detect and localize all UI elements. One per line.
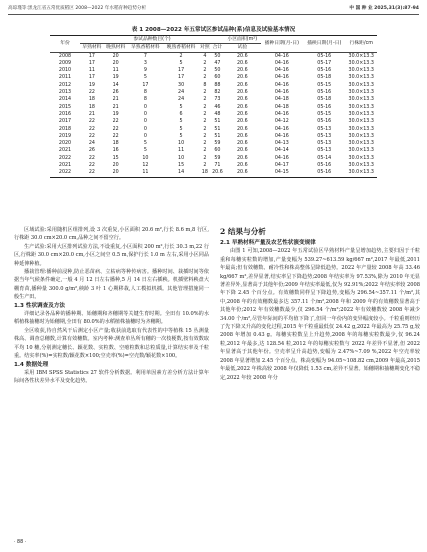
- table-cell: 2015: [58, 104, 72, 110]
- table-cell: 2013: [58, 90, 72, 96]
- table-cell: 18: [88, 97, 95, 103]
- table-cell: 22: [88, 155, 95, 161]
- table-cell: 22: [80, 169, 104, 177]
- table-cell: 04-16: [274, 155, 289, 161]
- table-cell: 05-16: [317, 104, 332, 110]
- table-cell: 46: [214, 104, 221, 110]
- header-left: 高琼瑾等:黑龙江省五常优质稻区 2008—2022 年水稻育种趋势分析: [8, 6, 147, 11]
- table-cell: 2014: [58, 97, 72, 103]
- table-cell: 2012: [58, 82, 72, 88]
- table-cell: 2019: [58, 133, 72, 139]
- page-number: · 88 ·: [14, 540, 27, 545]
- table-cell: 8: [203, 82, 207, 88]
- table-cell: 20.6: [236, 104, 248, 110]
- table-cell: 20: [112, 60, 119, 66]
- table-cell: 05-18: [317, 97, 332, 103]
- table-cell: 04-13: [274, 141, 289, 147]
- right-column: [220, 226, 420, 382]
- table-row: [50, 67, 377, 74]
- table-cell: 22: [88, 119, 95, 125]
- table-cell: 2: [203, 148, 207, 154]
- table-cell: 17: [88, 75, 95, 81]
- sub-total: 合计: [212, 45, 223, 51]
- table-cell: 04-18: [274, 97, 289, 103]
- col-transplant: 插秧日期(月-日): [303, 36, 345, 53]
- table-cell: 3: [143, 60, 147, 66]
- paragraph: 由图 1 可知,2008—2022 年五常试验区早熟材料产量呈增加趋势,主要归因于千粒重和每穗实粒数的增加,产量变幅为 539.27~613.59 kg/667 m²,2017 年最低,2011 年最高;但有效穗数、耐冷性和株高整体呈降低趋势。2022 年产量较 2008 年高 33.46 kg/667 m²,差异显著,结实率呈下降趋势;2008 年结实率为 97.53%,除为 2010 年无显著差异外,显著高于其他年份;2009 年结实率最低,仅为 92.91%;2022 年结实率较 2008 年下降 2.45 个百分点。有效穗数同样呈下降趋势,变幅为 296.54~357.11 个/m²,其中,2008 年的有效穗数最多达 357.11 个/m²,2008 年和 2009 年的有效穗数显著高于其他年份;2012 年有效穗数最少,仅 296.54 个/m²;2022 年有效穗数较 2008 年减少 34.00 个/m²,尽管年际间的平均值下降了,但同一年份内的变异幅度较小。千粒重则经历了先下降又升高的变化过程,2015 年千粒重最低仅 24.42 g,2022 年最高为 25.75 g,较 2008 年增加 0.43 g。每穗实粒数呈上升趋势,2008 年的每穗实粒数最少,仅 96.24 粒,2012 年最多,达 128.54 粒,2012 年的每穗实粒数与 2022 年差异不显著,但 2022 年显著高于其他年份。空壳率呈升高趋势,变幅为 2.47%~7.09 %,2022 年空壳率较 2008 年显著增加 2.45 个百分点。株高变幅为 94.05~108.82 cm,2009 年最高,2015 年最低,2022 年株高较 2008 年仅降低 1.53 cm,差异不显著。始穗期和抽穗期变化不稳定,2022 年较 2008 年分: [220, 248, 420, 381]
- table-cell: 24: [178, 90, 185, 96]
- table-cell: 30.0×13.3: [348, 111, 374, 117]
- table-row: [50, 118, 377, 125]
- col-year: 年份: [50, 36, 80, 53]
- section-heading: 1.4 数据处理: [14, 361, 49, 368]
- table-cell: 2: [203, 90, 207, 96]
- table-cell: 73: [214, 97, 221, 103]
- table-cell: 0: [143, 111, 147, 117]
- table-row: [50, 111, 377, 118]
- table-cell: 20.6: [224, 169, 261, 177]
- sub-late-aromatic: 晚熟香稻材料: [163, 44, 199, 52]
- table-cell: 60: [214, 75, 221, 81]
- table-row: [50, 133, 377, 140]
- table-cell: 2: [203, 68, 207, 74]
- table-cell: 30.0×13.3: [348, 155, 374, 161]
- table-cell: 16: [112, 148, 119, 154]
- sub-trial: 试验: [224, 44, 261, 52]
- table-cell: 2020: [58, 141, 72, 147]
- table-cell: 8: [143, 90, 147, 96]
- table-cell: 30.0×13.3: [348, 97, 374, 103]
- table-cell: 5: [143, 141, 147, 147]
- table-cell: 04-16: [274, 60, 289, 66]
- table-cell: 18: [88, 104, 95, 110]
- paragraph: 详细记录各品种的播种期、始穗期和齐穗期等关键生育时期。全田有 10.0%的水稻植株抽穗时为始穗期,全田有 80.0%的水稻植株抽穗时为齐穗期。: [14, 311, 209, 326]
- table-cell: 04-15: [261, 169, 303, 177]
- table-cell: 22: [88, 126, 95, 132]
- table-cell: 20.6: [236, 111, 248, 117]
- section-heading: 2.1 早熟材料产量及农艺性状演变规律: [220, 240, 316, 246]
- table-cell: 22: [112, 119, 119, 125]
- section-heading: 1.3 性状调查及方法: [14, 302, 66, 309]
- col-sowing: 播种日期(月-日): [261, 36, 303, 53]
- table-cell: 11: [112, 68, 119, 74]
- table-row: [50, 155, 377, 162]
- table-cell: 17: [88, 60, 95, 66]
- table-cell: 20.6: [236, 68, 248, 74]
- table-cell: 05-15: [317, 111, 332, 117]
- paragraph: 播栽管理:播种前浸种,防止恶苗病、立枯病等种传病害。播种时间、栽插时间等依据当年气候条件确定,一般 4 月 12 日左右播种,5 月 14 日左右插秧。机插壁料秧盘大棚育苗,播种量 300.0 g/m²,秧龄 3 叶 1 心期移栽,人工模拟机插。其他管理措施同一般生产田。: [14, 269, 209, 301]
- table-cell: 2021: [58, 148, 72, 154]
- table-cell: 5: [143, 75, 147, 81]
- table-row: [50, 126, 377, 133]
- table-cell: 0: [143, 133, 147, 139]
- table-cell: 2008: [58, 53, 72, 59]
- table-cell: 05-16: [303, 169, 345, 177]
- table-cell: 2: [203, 119, 207, 125]
- table-cell: 20.6: [236, 53, 248, 59]
- col-group-varieties: 参试品种数目(个): [80, 36, 224, 44]
- table-cell: 2: [179, 53, 183, 59]
- table-cell: 2: [203, 104, 207, 110]
- table-cell: 0: [143, 126, 147, 132]
- table-cell: 04-18: [274, 104, 289, 110]
- table-cell: 05-14: [317, 155, 332, 161]
- table-cell: 15: [178, 163, 185, 169]
- table-cell: 20.6: [236, 82, 248, 88]
- table-cell: 2: [203, 111, 207, 117]
- paragraph: 采用 IBM SPSS Statistics 27 软件分析数据。利用单因素方差分析方法计算年际间各性状差异水平及变化趋势。: [14, 369, 209, 385]
- table-cell: 4: [203, 53, 207, 59]
- table-row: [50, 89, 377, 96]
- header-rule: [8, 14, 419, 15]
- table-cell: 05-13: [317, 141, 332, 147]
- table-cell: 2: [203, 60, 207, 66]
- table-cell: 04-16: [274, 75, 289, 81]
- table-cell: 51: [214, 133, 221, 139]
- table-cell: 50: [214, 68, 221, 74]
- table-cell: 2: [203, 155, 207, 161]
- table-cell: 6: [179, 111, 183, 117]
- table-cell: 2: [203, 97, 207, 103]
- table-cell: 2018: [58, 126, 72, 132]
- table-cell: 14: [112, 82, 119, 88]
- table-cell: 22: [112, 133, 119, 139]
- table-cell: 20: [112, 53, 119, 59]
- table-cell: 10: [142, 155, 149, 161]
- table-cell: 30.0×13.3: [348, 141, 374, 147]
- table-cell: 2021: [58, 163, 72, 169]
- table-row: [50, 74, 377, 81]
- table-cell: 20.6: [236, 163, 248, 169]
- table-cell: 20.6: [236, 133, 248, 139]
- table-row: [50, 140, 377, 147]
- table-cell: 2017: [58, 119, 72, 125]
- table-cell: 2: [203, 126, 207, 132]
- table-cell: 20.6: [236, 97, 248, 103]
- table-cell: 04-16: [274, 111, 289, 117]
- paragraph: 生产试验:采用大区排列试验方法,不设重复,小区面积 200 m²,行长 30.3 m,22 行区,行株距 30.0 cm×20.0 cm,小区之间空 0.5 m,保护行长 1.0 m 左右,采用小区同品种延伸种植。: [14, 243, 209, 267]
- table-cell: 5: [179, 119, 183, 125]
- table-cell: 20.6: [236, 119, 248, 125]
- table-cell: 20: [112, 163, 119, 169]
- table-cell: 19: [112, 75, 119, 81]
- table-cell: 22: [88, 163, 95, 169]
- table-cell: 20.6: [212, 170, 223, 176]
- table-row: [50, 147, 377, 154]
- table-row: [50, 169, 377, 177]
- table-cell: 30.0×13.3: [348, 119, 374, 125]
- table-cell: 04-16: [274, 68, 289, 74]
- table-cell: 2022: [50, 169, 80, 177]
- table-cell: 47: [214, 60, 221, 66]
- table-cell: 05-16: [317, 119, 332, 125]
- table-cell: 14: [163, 169, 199, 177]
- table-cell: 2016: [58, 111, 72, 117]
- table-cell: 26: [112, 90, 119, 96]
- table-cell: 11: [88, 68, 95, 74]
- table-cell: 2: [203, 141, 207, 147]
- table-cell: 20.6: [236, 60, 248, 66]
- table-cell: 21: [112, 97, 119, 103]
- table-cell: 05-13: [317, 148, 332, 154]
- table-cell: 5: [179, 133, 183, 139]
- table-cell: 2: [203, 75, 207, 81]
- paragraph: 区域试验:采用随机区组排列,设 3 次重复,小区面积 20.6 m²,行长 8.6 m,8 行区,行株距 30.0 cm×20.0 cm,品种之间不留空行。: [14, 227, 209, 242]
- table-cell: 24: [88, 141, 95, 147]
- table-cell: 20.6: [236, 141, 248, 147]
- table-row: [50, 60, 377, 67]
- table-cell: 88: [214, 82, 221, 88]
- table-cell: 17: [178, 75, 185, 81]
- table-cell: 48: [214, 111, 221, 117]
- table-cell: 30.0×13.3: [348, 133, 374, 139]
- table-cell: 2022: [58, 155, 72, 161]
- table-row: [50, 104, 377, 111]
- table-cell: 19: [112, 111, 119, 117]
- table-cell: 20.6: [236, 155, 248, 161]
- table-cell: 04-16: [274, 82, 289, 88]
- paragraph: 全区收获,待自然风干后测定小区产量;收获前选取有代表性的中等植株 15 丛测量株高、调查总穗数,计算有效穗数。室内考种:测查单丛所有穗的一次枝梗数,按有效数取平均 10 穗,分别测定穗长、颖花数、实粒数、空瘪粒数和总粒质量,计算结实率及千粒重。结实率(%)=实粒数/颖花数×100;空壳率(%)=空壳数/颖花数×100。: [14, 327, 209, 360]
- page-header: [8, 3, 419, 13]
- table-cell: 15: [112, 155, 119, 161]
- table-cell: 05-16: [317, 68, 332, 74]
- table-cell: 82: [214, 90, 221, 96]
- table-cell: 7: [143, 53, 147, 59]
- table-cell: 17: [142, 82, 149, 88]
- table-cell: 50: [214, 53, 221, 59]
- table-cell: 30.0×13.3: [348, 68, 374, 74]
- table-cell: 04-16: [274, 90, 289, 96]
- table-cell: 20.6: [236, 148, 248, 154]
- table-cell: 2010: [58, 68, 72, 74]
- table-cell: 30.0×13.3: [348, 148, 374, 154]
- table-row: [50, 82, 377, 89]
- table-cell: 5: [179, 126, 183, 132]
- table-cell: 59: [214, 141, 221, 147]
- table-cell: 2009: [58, 60, 72, 66]
- table-cell: 59: [214, 155, 221, 161]
- table-cell: 8: [143, 97, 147, 103]
- table-cell: 21: [88, 111, 95, 117]
- table-cell: 04-16: [274, 133, 289, 139]
- table-cell: 20.6: [236, 75, 248, 81]
- table-cell: 30.0×13.3: [348, 82, 374, 88]
- table-cell: 30.0×13.3: [348, 126, 374, 132]
- table-cell: 24: [178, 97, 185, 103]
- header-right: 中 国 种 业 2025,31(3):87-94: [349, 6, 419, 11]
- table-cell: 05-17: [317, 60, 332, 66]
- table-cell: 30.0×13.3: [348, 75, 374, 81]
- table-cell: 19: [88, 82, 95, 88]
- table-cell: 11: [178, 148, 185, 154]
- table-cell: 05-13: [317, 133, 332, 139]
- table-cell: 26: [88, 148, 95, 154]
- table-cell: 20: [104, 169, 128, 177]
- table-cell: 30.0×13.3: [348, 104, 374, 110]
- chapter-heading: 2 结果与分析: [220, 227, 266, 236]
- table-cell: 5: [179, 60, 183, 66]
- trial-info-table: [50, 35, 377, 178]
- table-cell: 10: [178, 155, 185, 161]
- table-cell: 05-15: [317, 82, 332, 88]
- table-body: [50, 52, 377, 177]
- table-cell: 18: [112, 141, 119, 147]
- table-cell: 05-16: [317, 53, 332, 59]
- table-cell: 0: [143, 104, 147, 110]
- table-cell: 5: [143, 148, 147, 154]
- table-cell: 22: [112, 126, 119, 132]
- sub-late: 晚熟材料: [104, 44, 128, 52]
- table-cell: 22: [88, 133, 95, 139]
- table-cell: 71: [214, 163, 221, 169]
- table-cell: 12: [142, 163, 149, 169]
- table-cell: 60: [214, 148, 221, 154]
- table-caption: 表 1 2008—2022 年五常试区参试品种(系)信息及试验基本情况: [131, 27, 296, 33]
- table-cell: 0: [143, 119, 147, 125]
- table-cell: 21: [112, 104, 119, 110]
- table-row: [50, 52, 377, 60]
- table-cell: 04-17: [274, 163, 289, 169]
- table-cell: 2011: [58, 75, 72, 81]
- table-row: [50, 96, 377, 103]
- table-cell: 05-16: [317, 90, 332, 96]
- sub-early: 早熟材料: [80, 44, 104, 52]
- table-cell: 51: [214, 126, 221, 132]
- left-column: [14, 226, 209, 386]
- col-group-plot: 小区面积(m²): [224, 36, 261, 44]
- table-cell: 5: [179, 104, 183, 110]
- table-cell: 04-16: [274, 126, 289, 132]
- col-spacing: 行株距/cm: [345, 36, 377, 53]
- table-cell: 05-16: [317, 163, 332, 169]
- table-cell: 05-13: [317, 126, 332, 132]
- table-cell: 17: [178, 68, 185, 74]
- sub-early-aromatic: 早熟香稻材料: [128, 44, 164, 52]
- table-cell: 30.0×13.3: [348, 60, 374, 66]
- table-cell: 04-16: [274, 53, 289, 59]
- table-cell: 30.0×13.3: [345, 169, 377, 177]
- table-cell: 20.6: [236, 90, 248, 96]
- table-cell: 30: [178, 82, 185, 88]
- table-cell: 9: [143, 68, 147, 74]
- table-cell: 30.0×13.3: [348, 53, 374, 59]
- table-cell: 18: [199, 169, 211, 177]
- table-row: [50, 162, 377, 169]
- table-cell: 30.0×13.3: [348, 90, 374, 96]
- table-cell: 04-14: [274, 148, 289, 154]
- table-cell: 11: [128, 169, 164, 177]
- sub-check: 对照: [200, 45, 210, 51]
- table-cell: 20.6: [236, 126, 248, 132]
- table-cell: 05-18: [317, 75, 332, 81]
- table-cell: 10: [178, 141, 185, 147]
- table-cell: 04-12: [274, 119, 289, 125]
- table-cell: 51: [214, 119, 221, 125]
- table-cell: 17: [88, 53, 95, 59]
- table-cell: 30.0×13.3: [348, 163, 374, 169]
- table-cell: 2: [203, 163, 207, 169]
- table-cell: 22: [88, 90, 95, 96]
- table-cell: 2: [203, 133, 207, 139]
